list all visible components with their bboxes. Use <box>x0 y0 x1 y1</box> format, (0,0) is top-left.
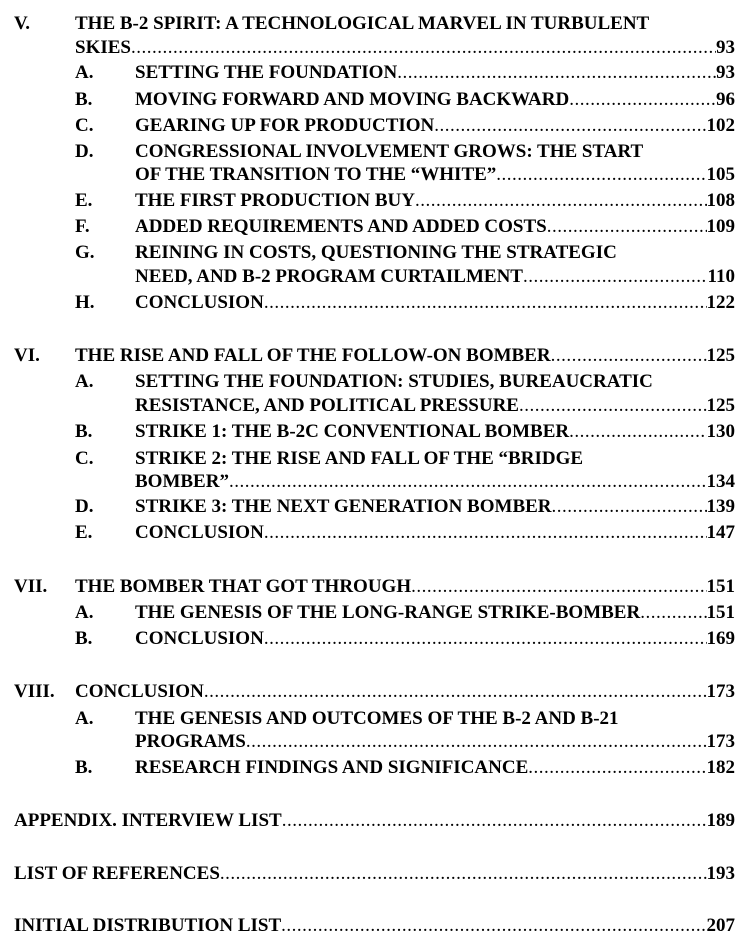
toc-entry[interactable] <box>0 420 748 444</box>
toc-entry[interactable] <box>0 163 748 187</box>
chapter-title-cont: SKIES <box>75 37 131 58</box>
section-title: STRIKE 1: THE B-2C CONVENTIONAL BOMBER <box>135 421 570 442</box>
page-number: 130 <box>706 421 735 442</box>
dot-leader <box>264 627 707 651</box>
section-title: STRIKE 2: THE RISE AND FALL OF THE “BRIDGE <box>135 448 584 469</box>
page-number: 147 <box>706 522 735 543</box>
section-letter: B. <box>75 421 93 442</box>
dot-leader <box>528 756 706 780</box>
chapter-title: CONCLUSION <box>75 681 204 702</box>
dot-leader <box>415 189 707 213</box>
toc-entry[interactable] <box>0 36 748 60</box>
page-number: 125 <box>706 345 735 366</box>
section-title: STRIKE 3: THE NEXT GENERATION BOMBER <box>135 496 552 517</box>
toc-entry[interactable] <box>0 265 748 289</box>
section-title: THE FIRST PRODUCTION BUY <box>135 190 415 211</box>
dot-leader <box>434 114 706 138</box>
dot-leader <box>551 344 707 368</box>
section-title: REINING IN COSTS, QUESTIONING THE STRATEGIC <box>135 242 617 263</box>
page-number: 134 <box>706 471 735 492</box>
section-letter: B. <box>75 757 93 778</box>
section-letter: A. <box>75 62 94 83</box>
toc-entry[interactable] <box>0 495 748 519</box>
toc-chapter-v-heading <box>0 12 748 36</box>
toc-entry[interactable] <box>0 470 748 494</box>
section-title: CONCLUSION <box>135 522 264 543</box>
page-number: 108 <box>706 190 735 211</box>
section-letter: B. <box>75 628 93 649</box>
section-title-cont: OF THE TRANSITION TO THE “WHITE” <box>135 164 497 185</box>
toc-entry[interactable] <box>0 730 748 754</box>
dot-leader <box>131 36 716 60</box>
dot-leader <box>569 420 706 444</box>
section-title: CONCLUSION <box>135 292 264 313</box>
page-number: 151 <box>706 576 735 597</box>
toc-entry-first-line <box>0 370 748 394</box>
chapter-title: THE RISE AND FALL OF THE FOLLOW-ON BOMBER <box>75 345 551 366</box>
toc-entry[interactable] <box>0 521 748 545</box>
chapter-number: VII. <box>14 576 48 597</box>
section-letter: G. <box>75 242 95 263</box>
page-number: 110 <box>707 266 735 287</box>
dot-leader <box>547 215 707 239</box>
toc-entry-appendix[interactable] <box>0 809 748 833</box>
dot-leader <box>264 521 707 545</box>
dot-leader <box>569 88 716 112</box>
dot-leader <box>519 394 707 418</box>
section-title: THE GENESIS OF THE LONG-RANGE STRIKE-BOMBER <box>135 602 641 623</box>
toc-entry[interactable] <box>0 394 748 418</box>
dot-leader <box>523 265 708 289</box>
toc-entry[interactable] <box>0 189 748 213</box>
dot-leader <box>229 470 707 494</box>
toc-entry[interactable] <box>0 680 748 704</box>
page-number: 173 <box>706 731 735 752</box>
section-title-cont: PROGRAMS <box>135 731 246 752</box>
page-number: 93 <box>716 37 735 58</box>
dot-leader <box>282 809 707 833</box>
section-letter: E. <box>75 522 93 543</box>
section-letter: A. <box>75 708 94 729</box>
dot-leader <box>496 163 706 187</box>
section-letter: F. <box>75 216 90 237</box>
section-title: THE GENESIS AND OUTCOMES OF THE B-2 AND B-21 <box>135 708 619 729</box>
chapter-number: VIII. <box>14 681 55 702</box>
toc-entry-references[interactable] <box>0 862 748 886</box>
page-number: 173 <box>706 681 735 702</box>
section-title-cont: RESISTANCE, AND POLITICAL PRESSURE <box>135 395 519 416</box>
dot-leader <box>264 291 707 315</box>
toc-entry[interactable] <box>0 114 748 138</box>
toc-entry[interactable] <box>0 215 748 239</box>
section-title: RESEARCH FINDINGS AND SIGNIFICANCE <box>135 757 529 778</box>
chapter-number: V. <box>14 13 31 34</box>
section-letter: C. <box>75 448 94 469</box>
toc-entry[interactable] <box>0 291 748 315</box>
dot-leader <box>552 495 707 519</box>
toc-entry-distribution[interactable] <box>0 914 748 938</box>
chapter-title: THE B-2 SPIRIT: A TECHNOLOGICAL MARVEL IN TURBULENT <box>75 13 650 34</box>
toc-entry-first-line <box>0 140 748 164</box>
toc-entry[interactable] <box>0 601 748 625</box>
page-number: 105 <box>706 164 735 185</box>
dot-leader <box>640 601 706 625</box>
page-number: 139 <box>706 496 735 517</box>
page-number: 151 <box>706 602 735 623</box>
references-title: LIST OF REFERENCES <box>14 863 220 884</box>
dot-leader <box>411 575 706 599</box>
page-number: 169 <box>706 628 735 649</box>
dot-leader <box>220 862 707 886</box>
section-title: MOVING FORWARD AND MOVING BACKWARD <box>135 89 570 110</box>
page-number: 96 <box>716 89 735 110</box>
page-number: 109 <box>706 216 735 237</box>
toc-entry[interactable] <box>0 756 748 780</box>
section-title-cont: NEED, AND B-2 PROGRAM CURTAILMENT <box>135 266 523 287</box>
toc-entry[interactable] <box>0 627 748 651</box>
dot-leader <box>397 61 716 85</box>
section-letter: H. <box>75 292 95 313</box>
section-letter: B. <box>75 89 93 110</box>
page-number: 189 <box>706 810 735 831</box>
section-title: SETTING THE FOUNDATION: STUDIES, BUREAUCRATIC <box>135 371 653 392</box>
dot-leader <box>281 914 706 938</box>
toc-entry-first-line <box>0 707 748 731</box>
page-number: 93 <box>716 62 735 83</box>
appendix-title: APPENDIX. INTERVIEW LIST <box>14 810 282 831</box>
section-letter: A. <box>75 602 94 623</box>
page-number: 102 <box>706 115 735 136</box>
distribution-title: INITIAL DISTRIBUTION LIST <box>14 915 282 936</box>
section-letter: E. <box>75 190 93 211</box>
section-letter: A. <box>75 371 94 392</box>
page-number: 182 <box>706 757 735 778</box>
page-number: 122 <box>706 292 735 313</box>
section-letter: D. <box>75 141 94 162</box>
section-title: ADDED REQUIREMENTS AND ADDED COSTS <box>135 216 547 237</box>
section-letter: D. <box>75 496 94 517</box>
toc-entry[interactable] <box>0 88 748 112</box>
section-title: CONCLUSION <box>135 628 264 649</box>
toc-entry[interactable] <box>0 575 748 599</box>
toc-entry-first-line <box>0 447 748 471</box>
section-title: CONGRESSIONAL INVOLVEMENT GROWS: THE START <box>135 141 644 162</box>
page-number: 125 <box>706 395 735 416</box>
dot-leader <box>246 730 707 754</box>
section-title: GEARING UP FOR PRODUCTION <box>135 115 435 136</box>
page-number: 207 <box>706 915 735 936</box>
dot-leader <box>204 680 707 704</box>
chapter-title: THE BOMBER THAT GOT THROUGH <box>75 576 412 597</box>
section-title-cont: BOMBER” <box>135 471 229 492</box>
toc-entry[interactable] <box>0 61 748 85</box>
chapter-number: VI. <box>14 345 40 366</box>
page-number: 193 <box>706 863 735 884</box>
section-title: SETTING THE FOUNDATION <box>135 62 398 83</box>
toc-entry[interactable] <box>0 344 748 368</box>
toc-entry-first-line <box>0 241 748 265</box>
section-letter: C. <box>75 115 94 136</box>
